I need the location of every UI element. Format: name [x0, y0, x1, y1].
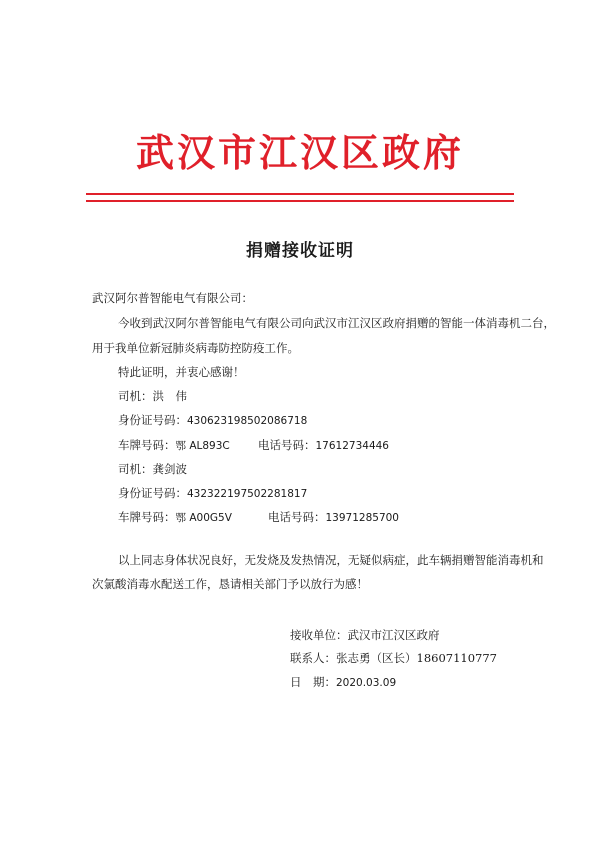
request-paragraph-line-2: 次氯酸消毒水配送工作，恳请相关部门予以放行为感！ [92, 577, 368, 591]
id-label: 身份证号码： [118, 486, 187, 500]
date-line [290, 674, 396, 691]
receiver-value: 武汉市江汉区政府 [347, 628, 440, 642]
driver-2-phone-line [268, 509, 399, 526]
phone-label: 电话号码： [268, 510, 326, 524]
plate-label: 车牌号码： [118, 438, 176, 452]
id-number: 432322197502281817 [187, 488, 308, 500]
id-number: 430623198502086718 [187, 415, 308, 427]
receiver-line [290, 627, 440, 643]
driver-2-plate-line [118, 509, 232, 526]
contact-value: 张志勇（区长）18607110777 [336, 651, 497, 665]
phone-number: 17612734446 [315, 440, 389, 452]
driver-label: 司机： [118, 462, 153, 476]
addressee: 武汉阿尔普智能电气有限公司： [92, 291, 253, 305]
driver-2-id-line [118, 485, 307, 502]
driver-1-line [118, 388, 187, 404]
thanks-line: 特此证明，并衷心感谢！ [118, 365, 245, 379]
date-value: 2020.03.09 [336, 677, 397, 689]
driver-label: 司机： [118, 389, 153, 403]
driver-1-plate-line [118, 437, 230, 454]
plate-number: 鄂 AL893C [175, 440, 230, 452]
driver-name: 龚剑波 [152, 462, 187, 476]
driver-name: 洪 伟 [152, 389, 187, 403]
request-paragraph-line-1: 以上同志身体状况良好，无发烧及发热情况，无疑似病症，此车辆捐赠智能消毒机和 [118, 553, 544, 567]
id-label: 身份证号码： [118, 413, 187, 427]
plate-label: 车牌号码： [118, 510, 176, 524]
phone-label: 电话号码： [258, 438, 316, 452]
body-paragraph-line-1: 今收到武汉阿尔普智能电气有限公司向武汉市江汉区政府捐赠的智能一体消毒机二台， [118, 316, 555, 330]
body-paragraph-line-2: 用于我单位新冠肺炎病毒防控防疫工作。 [92, 341, 299, 355]
date-label: 日 期： [290, 675, 336, 689]
plate-number: 鄂 A00G5V [175, 512, 232, 524]
driver-1-phone-line [258, 437, 389, 454]
receiver-label: 接收单位： [290, 628, 348, 642]
driver-2-line [118, 461, 187, 477]
letterhead-title: 武汉市江汉区政府 [135, 130, 464, 175]
contact-label: 联系人： [290, 651, 336, 665]
driver-1-id-line [118, 412, 307, 429]
phone-number: 13971285700 [325, 512, 399, 524]
letterhead-divider-bottom [86, 200, 514, 202]
document-title: 捐赠接收证明 [246, 241, 354, 261]
contact-line [290, 650, 497, 666]
letterhead-divider-top [86, 193, 514, 195]
